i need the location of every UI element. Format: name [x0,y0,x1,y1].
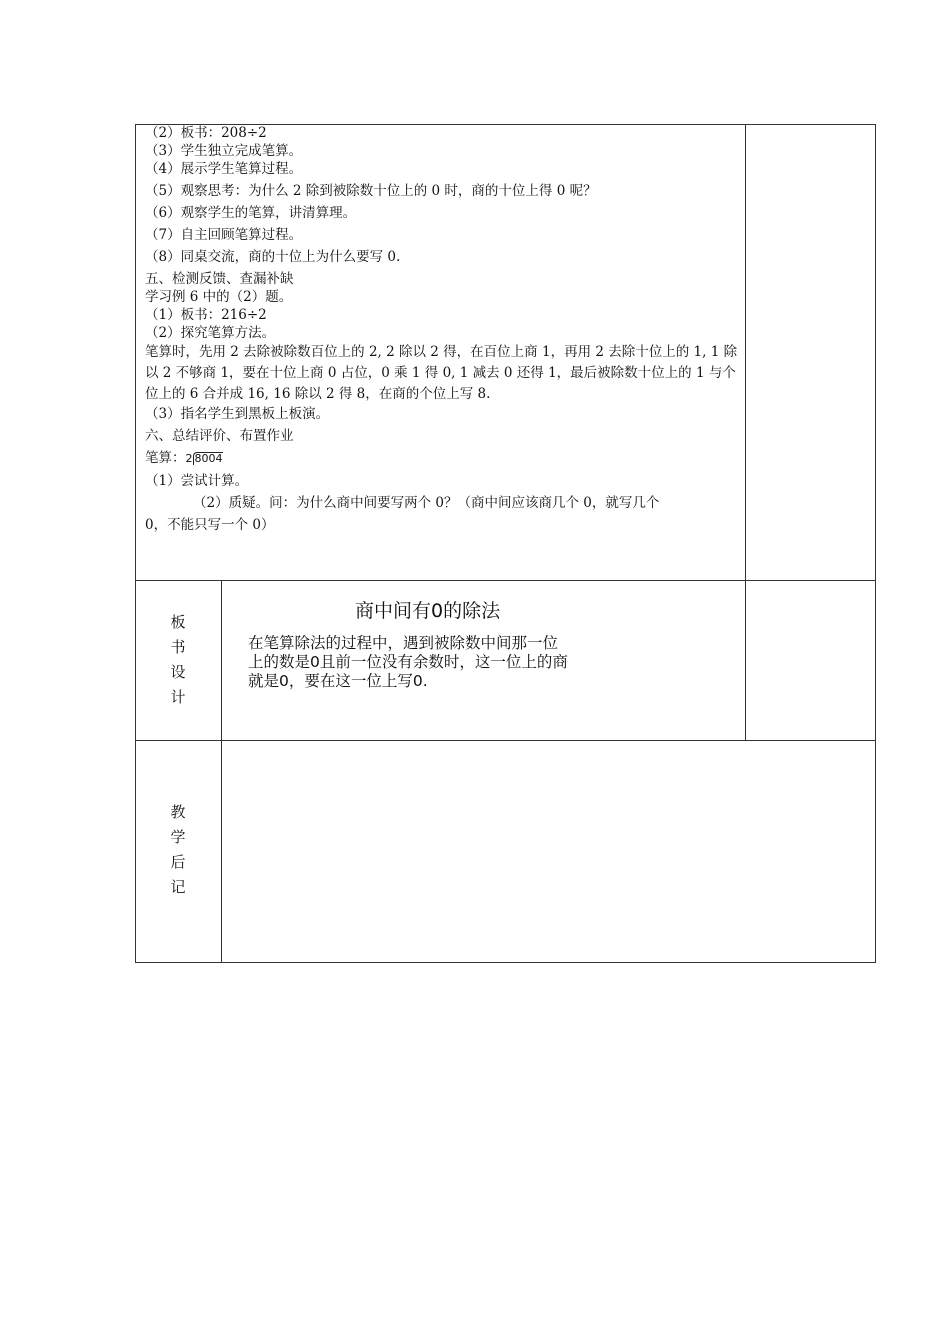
row-divider-reflection [135,740,876,741]
lesson-process-content [145,124,745,534]
board-line-2: 上的数是0且前一位没有余数时，这一位上的商 [248,653,568,671]
column-divider-label [221,580,222,963]
step-5: （5）观察思考：为什么 2 除到被除数十位上的 0 时，商的十位上得 0 呢？ [145,183,597,199]
column-divider-notes [745,124,746,741]
step-8: （8）同桌交流，商的十位上为什么要写 0. [145,249,401,265]
table-border-bottom [135,962,876,963]
section5-item3: （3）指名学生到黑板上板演。 [145,406,330,422]
step-4: （4）展示学生笔算过程。 [145,161,303,177]
section6-item1: （1）尝试计算。 [145,473,249,489]
section5-heading: 五、检测反馈、查漏补缺 [145,271,294,287]
divisor: 2 [185,452,193,465]
calc-label: 笔算： [145,450,186,466]
board-line-3: 就是0，要在这一位上写0. [248,672,428,690]
section6-item2: （2）质疑。问：为什么商中间要写两个 0？（商中间应该商几个 0，就写几个 [193,495,660,511]
reflection-label: 教 学 后 记 [170,803,186,896]
section5-paragraph: 笔算时，先用 2 去除被除数百位上的 2, 2 除以 2 得，在百位上商 1，再用 2 去除十位上的 1, 1 除以 2 不够商 1，要在十位上商 0 占位，0 乘 1 得 0, 1 减去 0 还得 1，最后被除数十位上的 1 与个位上的 6 合并成 16, 16 除以 2 得 8，在商的个位上写 8. [145,344,738,402]
section5-item1: （1）板书：216÷2 [145,307,267,323]
long-division-line [145,449,745,468]
section6-heading: 六、总结评价、布置作业 [145,428,294,444]
step-6: （6）观察学生的笔算，讲清算理。 [145,205,357,221]
table-border-right [875,124,876,963]
step-7: （7）自主回顾笔算过程。 [145,227,303,243]
dividend: 8004 [194,452,223,465]
board-design-label: 板 书 设 计 [170,613,186,706]
step-2: （2）板书：208÷2 [145,125,267,141]
board-title: 商中间有0的除法 [355,600,501,622]
section5-item2: （2）探究笔算方法。 [145,325,276,341]
board-line-1: 在笔算除法的过程中，遇到被除数中间那一位 [248,634,559,652]
long-division-symbol [186,450,223,468]
section5-intro: 学习例 6 中的（2）题。 [145,289,293,305]
step-3: （3）学生独立完成笔算。 [145,143,303,159]
row-divider-board [135,580,876,581]
board-text [248,634,668,691]
section6-item2-continued: 0，不能只写一个 0） [145,517,275,533]
